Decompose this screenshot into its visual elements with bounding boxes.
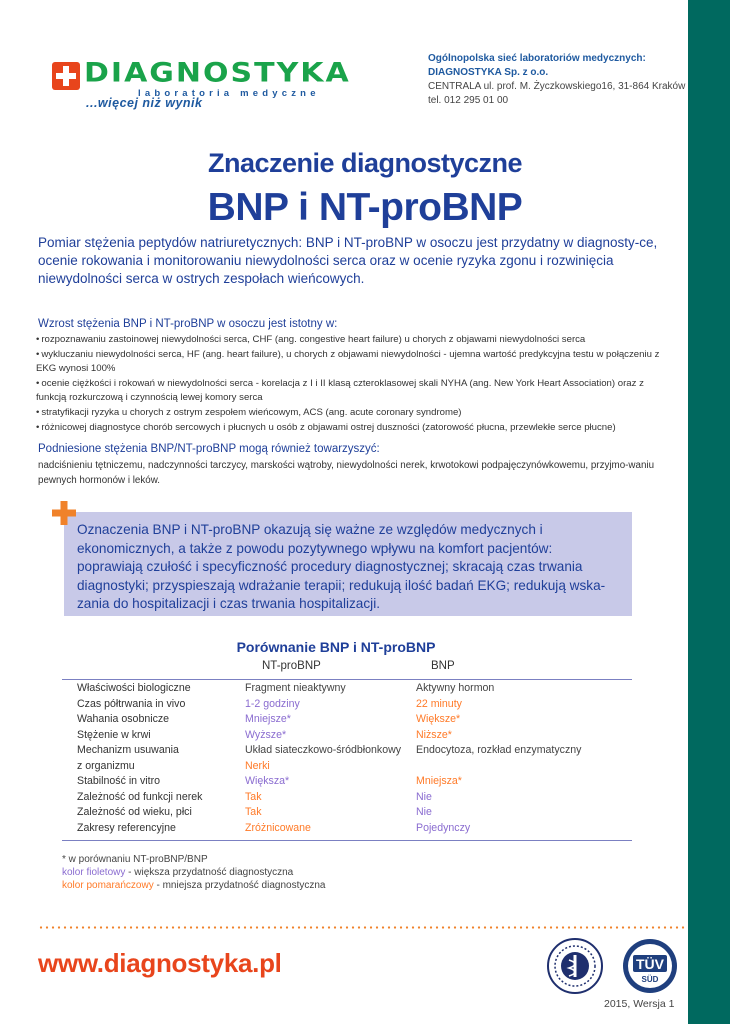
table-row (0, 729, 690, 745)
tuv-certification-icon (622, 938, 678, 994)
table-cell-property: Mechanizm usuwania (77, 744, 179, 756)
section1-heading: Wzrost stężenia BNP i NT-proBNP w osoczu jest istotny w: (38, 318, 338, 330)
table-cell-bnp: Niższe* (416, 728, 452, 741)
note-violet-key: kolor fioletowy (62, 867, 126, 879)
table-cell-ntprobnp: Nerki (245, 759, 270, 772)
list-item: • ocenie ciężkości i rokowań w niewydolności serca - korelacja z I i II klasą czteroklasowej skali NYHA (ang. New York Heart Association) oraz z funkcją rozkurczową i czynnością lewej komory serca (36, 377, 666, 406)
company-name: DIAGNOSTYKA Sp. z o.o. (428, 67, 549, 78)
table-title: Porównanie BNP i NT-proBNP (236, 639, 436, 655)
table-cell-ntprobnp: Fragment nieaktywny (245, 682, 346, 694)
table-cell-ntprobnp: Zróżnicowane (245, 821, 311, 834)
table-header-ntprobnp: NT-proBNP (262, 660, 321, 672)
highlight-text: Oznaczenia BNP i NT-proBNP okazują się ważne ze względów medycznych i ekonomicznych, a także z powodu pozytywnego wpływu na komfort pacjentów: poprawiają czułość i specyficzność procedury diagnostycznej; skracają czas trwania diagnostyki; przyspieszają wdrażanie terapii; redukują ilość badań EKG; redukują wska-zania do hospitalizacji i czas trwania hospitalizacji. (77, 522, 606, 612)
table-cell-bnp: 22 minuty (416, 697, 462, 710)
table-cell-property: Stężenie w krwi (77, 728, 151, 741)
table-cell-ntprobnp: 1-2 godziny (245, 697, 300, 710)
page-title-line1: Znaczenie diagnostyczne (207, 148, 523, 178)
logo-subtitle: laboratoria medyczne (138, 88, 320, 99)
table-cell-property: Wahania osobnicze (77, 713, 170, 725)
intro-paragraph: Pomiar stężenia peptydów natriuretycznych: BNP i NT-proBNP w osoczu jest przydatny w diagnosty-ce, ocenie rokowania i monitorowaniu niewydolności serca oraz w ocenie ryzyka zgonu i rozwinięcia niewydolności serca w ostrych zespołach wieńcowych. (38, 235, 658, 286)
note-orange-key: kolor pomarańczowy (62, 880, 154, 892)
table-cell-bnp: Większe* (416, 713, 461, 725)
table-cell-property: Czas półtrwania in vivo (77, 697, 186, 710)
tuv-sublabel: SÜD (641, 975, 659, 984)
medical-cross-icon (52, 62, 80, 90)
section2-text: nadciśnieniu tętniczemu, nadczynności tarczycy, marskości wątroby, niewydolności nerek, krwotokowi podpajęczynówkowemu, przyjmo-waniu pewnych hormonów i leków. (38, 460, 655, 486)
tuv-label: TÜV (636, 956, 664, 972)
table-cell-bnp: Mniejsza* (416, 775, 462, 787)
table-cell-property: Właściwości biologiczne (77, 682, 191, 694)
page-title-line2: BNP i NT-proBNP (207, 186, 523, 229)
table-row (0, 744, 690, 760)
table-cell-ntprobnp: Mniejsze* (245, 713, 291, 725)
table-cell-bnp: Aktywny hormon (416, 682, 495, 694)
table-row (0, 698, 690, 714)
website-link[interactable]: www.diagnostyka.pl (38, 948, 282, 978)
table-cell-ntprobnp: Większa* (245, 775, 290, 787)
logo-tagline: ...więcej niż wynik (86, 96, 203, 110)
company-info (428, 52, 686, 108)
table-cell-bnp: Pojedynczy (416, 821, 471, 834)
list-item: • rozpoznawaniu zastoinowej niewydolności serca, CHF (ang. congestive heart failure) u chorych z objawami niewydolności serca (36, 333, 666, 348)
section1-list (36, 333, 666, 435)
table-row (0, 682, 690, 698)
table-notes (62, 853, 325, 893)
version-label: 2015, Wersja 1 (604, 998, 675, 1010)
table-cell-property: Zależność od wieku, płci (77, 806, 192, 818)
dotted-divider (38, 926, 686, 929)
table-cell-ntprobnp: Wyższe* (245, 728, 287, 741)
diagnostyka-logo[interactable] (52, 58, 352, 113)
note-asterisk: * w porównaniu NT-proBNP/BNP (62, 854, 208, 865)
company-phone: tel. 012 295 01 00 (428, 95, 509, 106)
plus-icon (52, 501, 76, 525)
note-violet (62, 866, 325, 879)
table-cell-ntprobnp: Tak (245, 806, 262, 818)
table-row (0, 822, 690, 838)
table-cell-property: Zakresy referencyjne (77, 821, 176, 834)
table-cell-bnp: Endocytoza, rozkład enzymatyczny (416, 744, 582, 756)
certification-seal-icon (547, 938, 603, 994)
highlight-box (64, 512, 632, 616)
table-row (0, 713, 690, 729)
logo-wordmark: DIAGNOSTYKA (84, 57, 351, 89)
table-top-rule (62, 679, 632, 680)
company-address: CENTRALA ul. prof. M. Życzkowskiego16, 31-864 Kraków (428, 81, 686, 92)
note-violet-desc: - większa przydatność diagnostyczna (125, 867, 294, 879)
company-network: Ogólnopolska sieć laboratoriów medycznych: (428, 53, 646, 64)
note-orange (62, 879, 325, 892)
table-cell-property: z organizmu (77, 759, 135, 772)
list-item: • stratyfikacji ryzyka u chorych z ostrym zespołem wieńcowym, ACS (ang. acute coronary syndrome) (36, 406, 666, 421)
table-row (0, 791, 690, 807)
list-item: • wykluczaniu niewydolności serca, HF (ang. heart failure), u chorych z objawami niewydolności - ujemna wartość predykcyjna testu w połączeniu z EKG wynosi 100% (36, 348, 666, 377)
table-row (0, 806, 690, 822)
table-cell-property: Stabilność in vitro (77, 775, 161, 787)
table-row (0, 760, 690, 776)
table-cell-ntprobnp: Układ siateczkowo-śródbłonkowy (245, 744, 402, 756)
table-cell-ntprobnp: Tak (245, 790, 262, 803)
table-cell-property: Zależność od funkcji nerek (77, 790, 203, 803)
note-orange-desc: - mniejsza przydatność diagnostyczna (153, 880, 326, 892)
list-item: • różnicowej diagnostyce chorób sercowych i płucnych u osób z objawami ostrej duszności (zatorowość płucna, przewlekłe serce płucne) (36, 421, 666, 436)
table-header-bnp: BNP (431, 660, 455, 672)
table-bottom-rule (62, 840, 632, 841)
table-row (0, 775, 690, 791)
table-cell-bnp: Nie (416, 806, 432, 818)
section2-heading: Podniesione stężenia BNP/NT-proBNP mogą również towarzyszyć: (38, 443, 380, 455)
table-cell-bnp: Nie (416, 790, 432, 803)
